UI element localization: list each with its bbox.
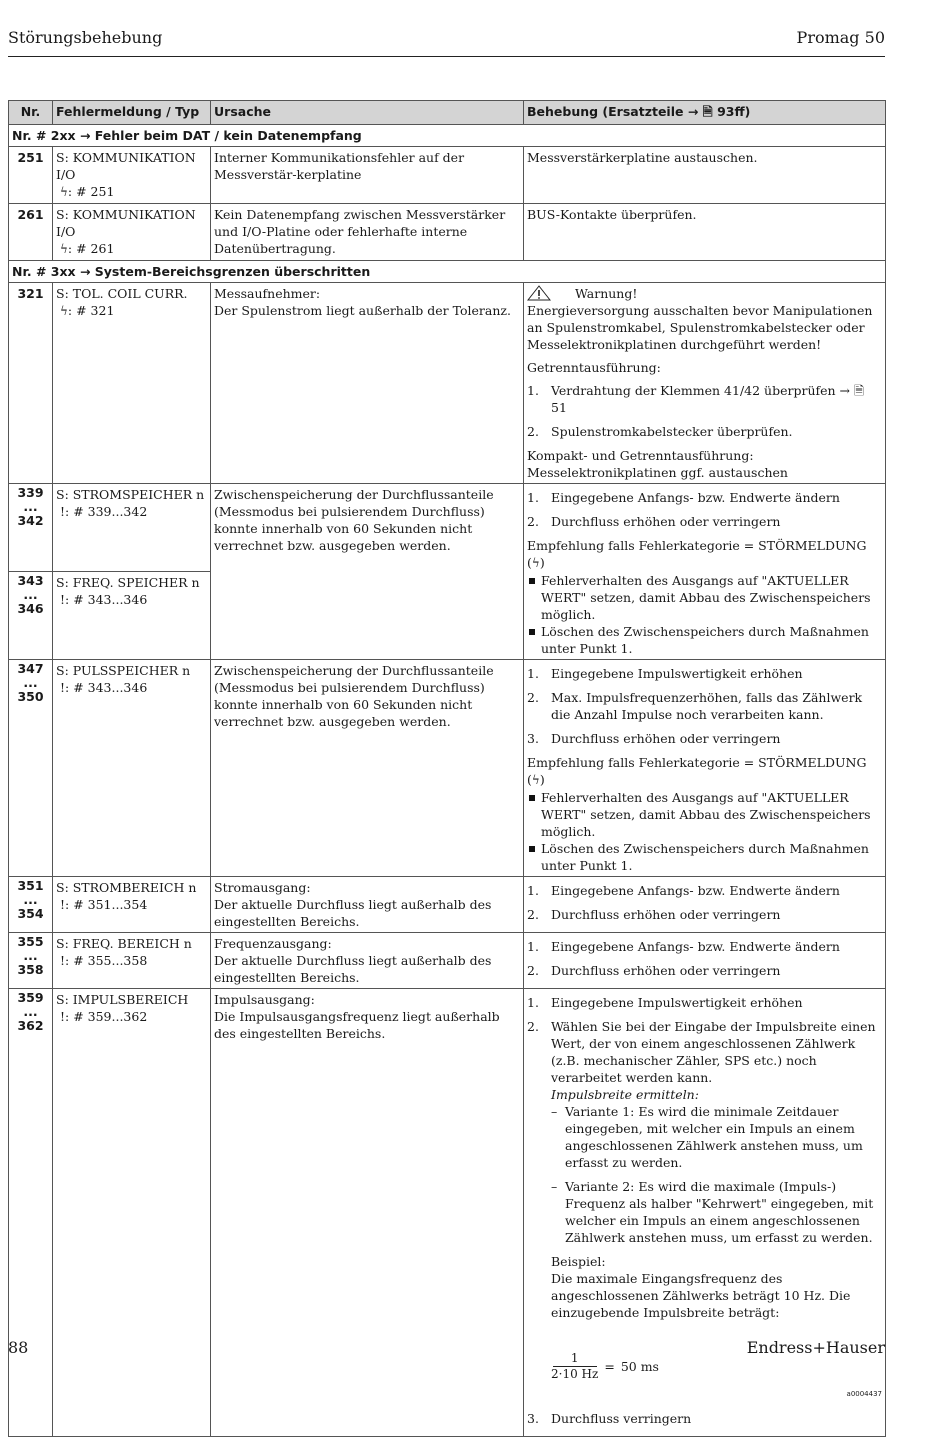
message-code bbox=[56, 302, 207, 320]
list-item: Löschen des Zwischenspeichers durch Maßnahmen unter Punkt 1. bbox=[527, 840, 882, 874]
running-header-product: Promag 50 bbox=[796, 28, 885, 47]
message-code: !: # 359...362 bbox=[60, 1009, 148, 1024]
error-remedy bbox=[524, 877, 886, 933]
table-row bbox=[9, 484, 886, 572]
error-number: 359 ... 362 bbox=[9, 989, 53, 1437]
message-text: S: STROMBEREICH n bbox=[56, 880, 197, 895]
error-cause: Zwischenspeicherung der Durchflussanteile (Messmodus bei pulsierendem Durchfluss) konnte innerhalb von 60 Sekunden nicht verrechnet bzw. ausgegeben werden. bbox=[211, 660, 524, 877]
list-item: 3. Durchfluss erhöhen oder verringern bbox=[527, 731, 781, 746]
dash-list bbox=[551, 1103, 882, 1246]
error-remedy: Messverstärkerplatine austauschen. bbox=[524, 147, 886, 204]
table-row bbox=[9, 989, 886, 1437]
list-item: 1. Eingegebene Anfangs- bzw. Endwerte ändern bbox=[527, 490, 840, 505]
error-remedy bbox=[524, 283, 886, 484]
remedy-steps bbox=[527, 489, 882, 530]
message-text: S: TOL. COIL CURR. bbox=[56, 286, 188, 301]
error-remedy bbox=[524, 484, 886, 660]
bullet-list bbox=[527, 789, 882, 874]
list-item: 2. Durchfluss erhöhen oder verringern bbox=[527, 907, 781, 922]
lightning-icon: ϟ bbox=[60, 304, 68, 318]
remedy-steps bbox=[527, 882, 882, 923]
cause-text: Der Spulenstrom liegt außerhalb der Toleranz. bbox=[214, 303, 511, 318]
error-number: 343 ... 346 bbox=[9, 572, 53, 660]
list-item: 1. Verdrahtung der Klemmen 41/42 überprüfen → 🗎 51 bbox=[527, 383, 865, 415]
list-item: 1. Eingegebene Anfangs- bzw. Endwerte ändern bbox=[527, 939, 840, 954]
error-remedy bbox=[524, 933, 886, 989]
separate-label: Getrenntausführung: bbox=[527, 360, 661, 375]
remedy-steps bbox=[527, 665, 882, 747]
warning-title: Warnung! bbox=[575, 286, 638, 301]
table-row bbox=[9, 283, 886, 484]
error-message bbox=[53, 204, 211, 261]
code-text: : # 321 bbox=[67, 303, 115, 318]
recommendation: Empfehlung falls Fehlerkategorie = STÖRMELDUNG (ϟ) bbox=[527, 755, 867, 787]
header-rule bbox=[8, 56, 885, 57]
remedy-steps bbox=[527, 938, 882, 979]
fraction: $\frac{1}{2\cdot 10 Hz}$ bbox=[551, 1351, 599, 1381]
recommendation: Empfehlung falls Fehlerkategorie = STÖRMELDUNG (ϟ) bbox=[527, 538, 867, 570]
error-message bbox=[53, 989, 211, 1437]
page-number: 88 bbox=[8, 1338, 29, 1357]
message-code: !: # 351...354 bbox=[60, 897, 148, 912]
error-number: 351 ... 354 bbox=[9, 877, 53, 933]
error-cause: Impulsausgang: Die Impulsausgangsfrequenz liegt außerhalb des eingestellten Bereichs. bbox=[211, 989, 524, 1437]
col-header-remedy-text: Behebung (Ersatzteile → bbox=[527, 104, 703, 119]
list-item: 2. Durchfluss erhöhen oder verringern bbox=[527, 514, 781, 529]
list-item: 2. Durchfluss erhöhen oder verringern bbox=[527, 963, 781, 978]
list-item: Löschen des Zwischenspeichers durch Maßnahmen unter Punkt 1. bbox=[527, 623, 882, 657]
error-message bbox=[53, 484, 211, 572]
lightning-icon: ϟ bbox=[60, 242, 68, 256]
message-text: S: PULSSPEICHER n bbox=[56, 663, 191, 678]
message-code: !: # 343...346 bbox=[60, 592, 148, 607]
italic-heading: Impulsbreite ermitteln: bbox=[551, 1087, 699, 1102]
error-cause: Stromausgang: Der aktuelle Durchfluss liegt außerhalb des eingestellten Bereichs. bbox=[211, 877, 524, 933]
error-remedy bbox=[524, 660, 886, 877]
error-cause: Kein Datenempfang zwischen Messverstärker und I/O-Platine oder fehlerhafte interne Datenübertragung. bbox=[211, 204, 524, 261]
error-message bbox=[53, 147, 211, 204]
list-item: – Variante 2: Es wird die maximale (Impuls-) Frequenz als halber "Kehrwert" eingegeben, mit welcher ein Impuls an einem angeschlossenen Zählwerk anstehen muss, um erfasst zu werden. bbox=[551, 1179, 874, 1245]
lightning-icon: ϟ bbox=[531, 773, 540, 787]
list-item: 1. Eingegebene Impulswertigkeit erhöhen bbox=[527, 995, 803, 1010]
error-number: 251 bbox=[9, 147, 53, 204]
group-row-3xx bbox=[9, 261, 886, 283]
example-text: Die maximale Eingangsfrequenz des angeschlossenen Zählwerks beträgt 10 Hz. Die einzugebende Impulsbreite beträgt: bbox=[551, 1271, 851, 1320]
list-item: Fehlerverhalten des Ausgangs auf "AKTUELLER WERT" setzen, damit Abbau des Zwischenspeichers möglich. bbox=[527, 572, 882, 623]
error-number: 321 bbox=[9, 283, 53, 484]
message-text: S: KOMMUNIKATION I/O bbox=[56, 207, 196, 239]
error-message bbox=[53, 283, 211, 484]
error-table bbox=[8, 100, 886, 1437]
warning-text: Energieversorgung ausschalten bevor Manipulationen an Spulenstromkabel, Spulenstromkabelstecker oder Messelektronikplatinen durchgeführt werden! bbox=[527, 303, 873, 352]
list-item: 2. Spulenstromkabelstecker überprüfen. bbox=[527, 424, 793, 439]
message-text: S: FREQ. SPEICHER n bbox=[56, 575, 200, 590]
list-item: 1. Eingegebene Impulswertigkeit erhöhen bbox=[527, 666, 803, 681]
remedy-steps bbox=[527, 382, 882, 440]
error-number: 261 bbox=[9, 204, 53, 261]
col-header-cause: Ursache bbox=[211, 101, 524, 125]
formula: $\frac{1}{2\cdot 10 Hz}$ = 50 ms bbox=[551, 1351, 659, 1381]
list-item: 1. Eingegebene Anfangs- bzw. Endwerte ändern bbox=[527, 883, 840, 898]
list-item: – Variante 1: Es wird die minimale Zeitdauer eingegeben, mit welcher ein Impuls an einem angeschlossenen Zählwerk anstehen muss, um erfasst zu werden. bbox=[551, 1104, 863, 1170]
table-row bbox=[9, 147, 886, 204]
figure-reference: a0004437 bbox=[846, 1390, 882, 1398]
compact-label: Kompakt- und Getrenntausführung: bbox=[527, 448, 754, 463]
error-message bbox=[53, 933, 211, 989]
code-text: : # 251 bbox=[67, 184, 115, 199]
group-title-2xx: Nr. # 2xx → Fehler beim DAT / kein Datenempfang bbox=[9, 125, 886, 147]
table-row bbox=[9, 933, 886, 989]
error-remedy: BUS-Kontakte überprüfen. bbox=[524, 204, 886, 261]
message-code: !: # 355...358 bbox=[60, 953, 148, 968]
error-number: 347 ... 350 bbox=[9, 660, 53, 877]
group-title-3xx: Nr. # 3xx → System-Bereichsgrenzen überschritten bbox=[9, 261, 886, 283]
lightning-icon: ϟ bbox=[60, 185, 68, 199]
example-label: Beispiel: bbox=[551, 1254, 606, 1269]
message-code bbox=[56, 240, 207, 258]
running-header-section: Störungsbehebung bbox=[8, 28, 163, 47]
error-message bbox=[53, 572, 211, 660]
error-message bbox=[53, 877, 211, 933]
document-icon: 🗎 bbox=[702, 104, 713, 119]
table-header-row bbox=[9, 101, 886, 125]
compact-text: Messelektronikplatinen ggf. austauschen bbox=[527, 465, 788, 480]
col-header-remedy-ref: 93ff) bbox=[717, 104, 751, 119]
list-item: 2. Max. Impulsfrequenzerhöhen, falls das Zählwerk die Anzahl Impulse noch verarbeiten kann. bbox=[527, 690, 863, 722]
table-row bbox=[9, 204, 886, 261]
message-text: S: FREQ. BEREICH n bbox=[56, 936, 192, 951]
document-icon: 🗎 bbox=[854, 383, 865, 398]
list-item: 2. Wählen Sie bei der Eingabe der Impulsbreite einen Wert, der von einem angeschlossenen Zählwerk (z.B. mechanischer Zähler, SPS etc.) noch verarbeitet werden kann. Impulsbreite ermitteln: – Variante 1: Es wird die minimale Zeitdauer eingegeben, mit welcher ein Impuls an einem angeschlossenen Zählwerk anstehen muss, um erfasst zu werden. – Variante 2: Es wird die maximale (Impuls-) Frequenz als halber "Kehrwert" eingegeben, mit welcher ein Impuls an einem angeschlossenen Zählwerk anstehen muss, um erfasst zu werden. Beispiel: Die maximale Eingangsfrequenz des angeschlossenen Zählwerks beträgt 10 Hz. Die einzugebende Impulsbreite beträgt: $\frac{1}{2\cdot 10 Hz}$ = 50 ms a0004437 bbox=[527, 1018, 882, 1403]
table-row bbox=[9, 877, 886, 933]
message-code: !: # 343...346 bbox=[60, 680, 148, 695]
error-cause bbox=[211, 283, 524, 484]
error-cause: Zwischenspeicherung der Durchflussanteile (Messmodus bei pulsierendem Durchfluss) konnte innerhalb von 60 Sekunden nicht verrechnet bzw. ausgegeben werden. bbox=[211, 484, 524, 660]
group-row-2xx bbox=[9, 125, 886, 147]
warning-line bbox=[527, 285, 882, 302]
col-header-nr: Nr. bbox=[9, 101, 53, 125]
error-cause: Interner Kommunikationsfehler auf der Messverstär-kerplatine bbox=[211, 147, 524, 204]
col-header-remedy bbox=[524, 101, 886, 125]
message-text: S: KOMMUNIKATION I/O bbox=[56, 150, 196, 182]
error-number: 339 ... 342 bbox=[9, 484, 53, 572]
cause-label: Messaufnehmer: bbox=[214, 286, 321, 301]
error-remedy bbox=[524, 989, 886, 1437]
message-text: S: STROMSPEICHER n bbox=[56, 487, 205, 502]
list-item: 3. Durchfluss verringern bbox=[527, 1411, 692, 1426]
warning-icon bbox=[527, 285, 551, 301]
message-code bbox=[56, 183, 207, 201]
remedy-steps bbox=[527, 994, 882, 1427]
brand-name: Endress+Hauser bbox=[746, 1338, 885, 1357]
error-message bbox=[53, 660, 211, 877]
error-number: 355 ... 358 bbox=[9, 933, 53, 989]
message-text: S: IMPULSBEREICH bbox=[56, 992, 189, 1007]
code-text: : # 261 bbox=[67, 241, 115, 256]
col-header-message: Fehlermeldung / Typ bbox=[53, 101, 211, 125]
table-row bbox=[9, 660, 886, 877]
error-cause: Frequenzausgang: Der aktuelle Durchfluss liegt außerhalb des eingestellten Bereichs. bbox=[211, 933, 524, 989]
bullet-list bbox=[527, 572, 882, 657]
lightning-icon: ϟ bbox=[531, 556, 540, 570]
list-item: Fehlerverhalten des Ausgangs auf "AKTUELLER WERT" setzen, damit Abbau des Zwischenspeichers möglich. bbox=[527, 789, 882, 840]
message-code: !: # 339...342 bbox=[60, 504, 148, 519]
